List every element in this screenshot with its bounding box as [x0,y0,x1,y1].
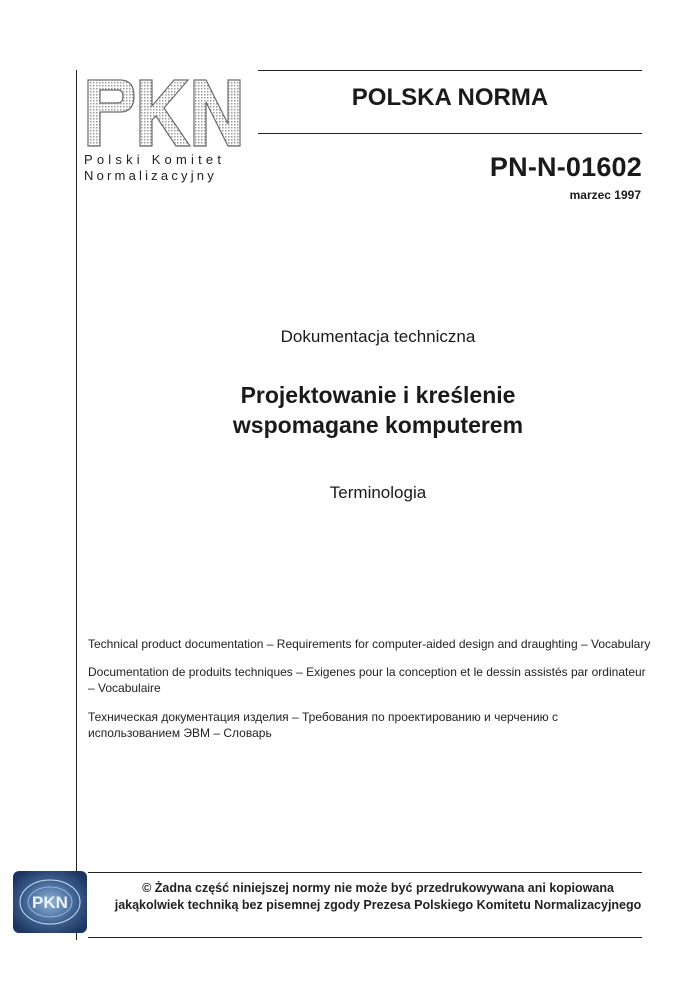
copyright-line-1: © Żadna część niniejszej normy nie może być przedrukowywana ani kopiowana [142,881,614,895]
standard-type: POLSKA NORMA [351,84,549,111]
logo-text [244,76,245,77]
document-title [0,380,696,440]
copyright-line-2: jakąkolwiek techniką bez pisemnej zgody Prezesa Polskiego Komitetu Normalizacyjnego [114,898,642,912]
top-rule [258,70,642,71]
pkn-logo-icon [84,76,244,150]
organization-name [84,152,244,184]
header-rule [258,133,642,134]
copyright-notice [88,880,668,914]
hologram-text: PKN [32,893,68,912]
title-russian: Техническая документация изделия – Требования по проектированию и черчению с использованием ЭВМ – Словарь [88,710,559,740]
document-series: Dokumentacja techniczna [280,327,476,346]
left-margin-line [76,70,77,940]
title-english: Technical product documentation – Requirements for computer-aided design and draughting – Vocabulary [88,637,651,651]
title-line-1: Projektowanie i kreślenie [240,382,516,408]
standard-number: PN-N-01602 [489,152,642,182]
title-line-2: wspomagane komputerem [232,412,524,438]
footer-bottom-rule [88,937,642,938]
footer-top-rule [88,872,642,873]
title-french: Documentation de produits techniques – Exigenes pour la conception et le dessin assistés par ordinateur – Vocabulaire [88,665,646,695]
document-subtitle: Terminologia [329,483,427,502]
organization-line-2: Normalizacyjny [84,168,217,183]
hologram-seal-icon [12,870,88,934]
publication-date: marzec 1997 [569,188,641,202]
organization-line-1: Polski Komitet [84,152,226,167]
